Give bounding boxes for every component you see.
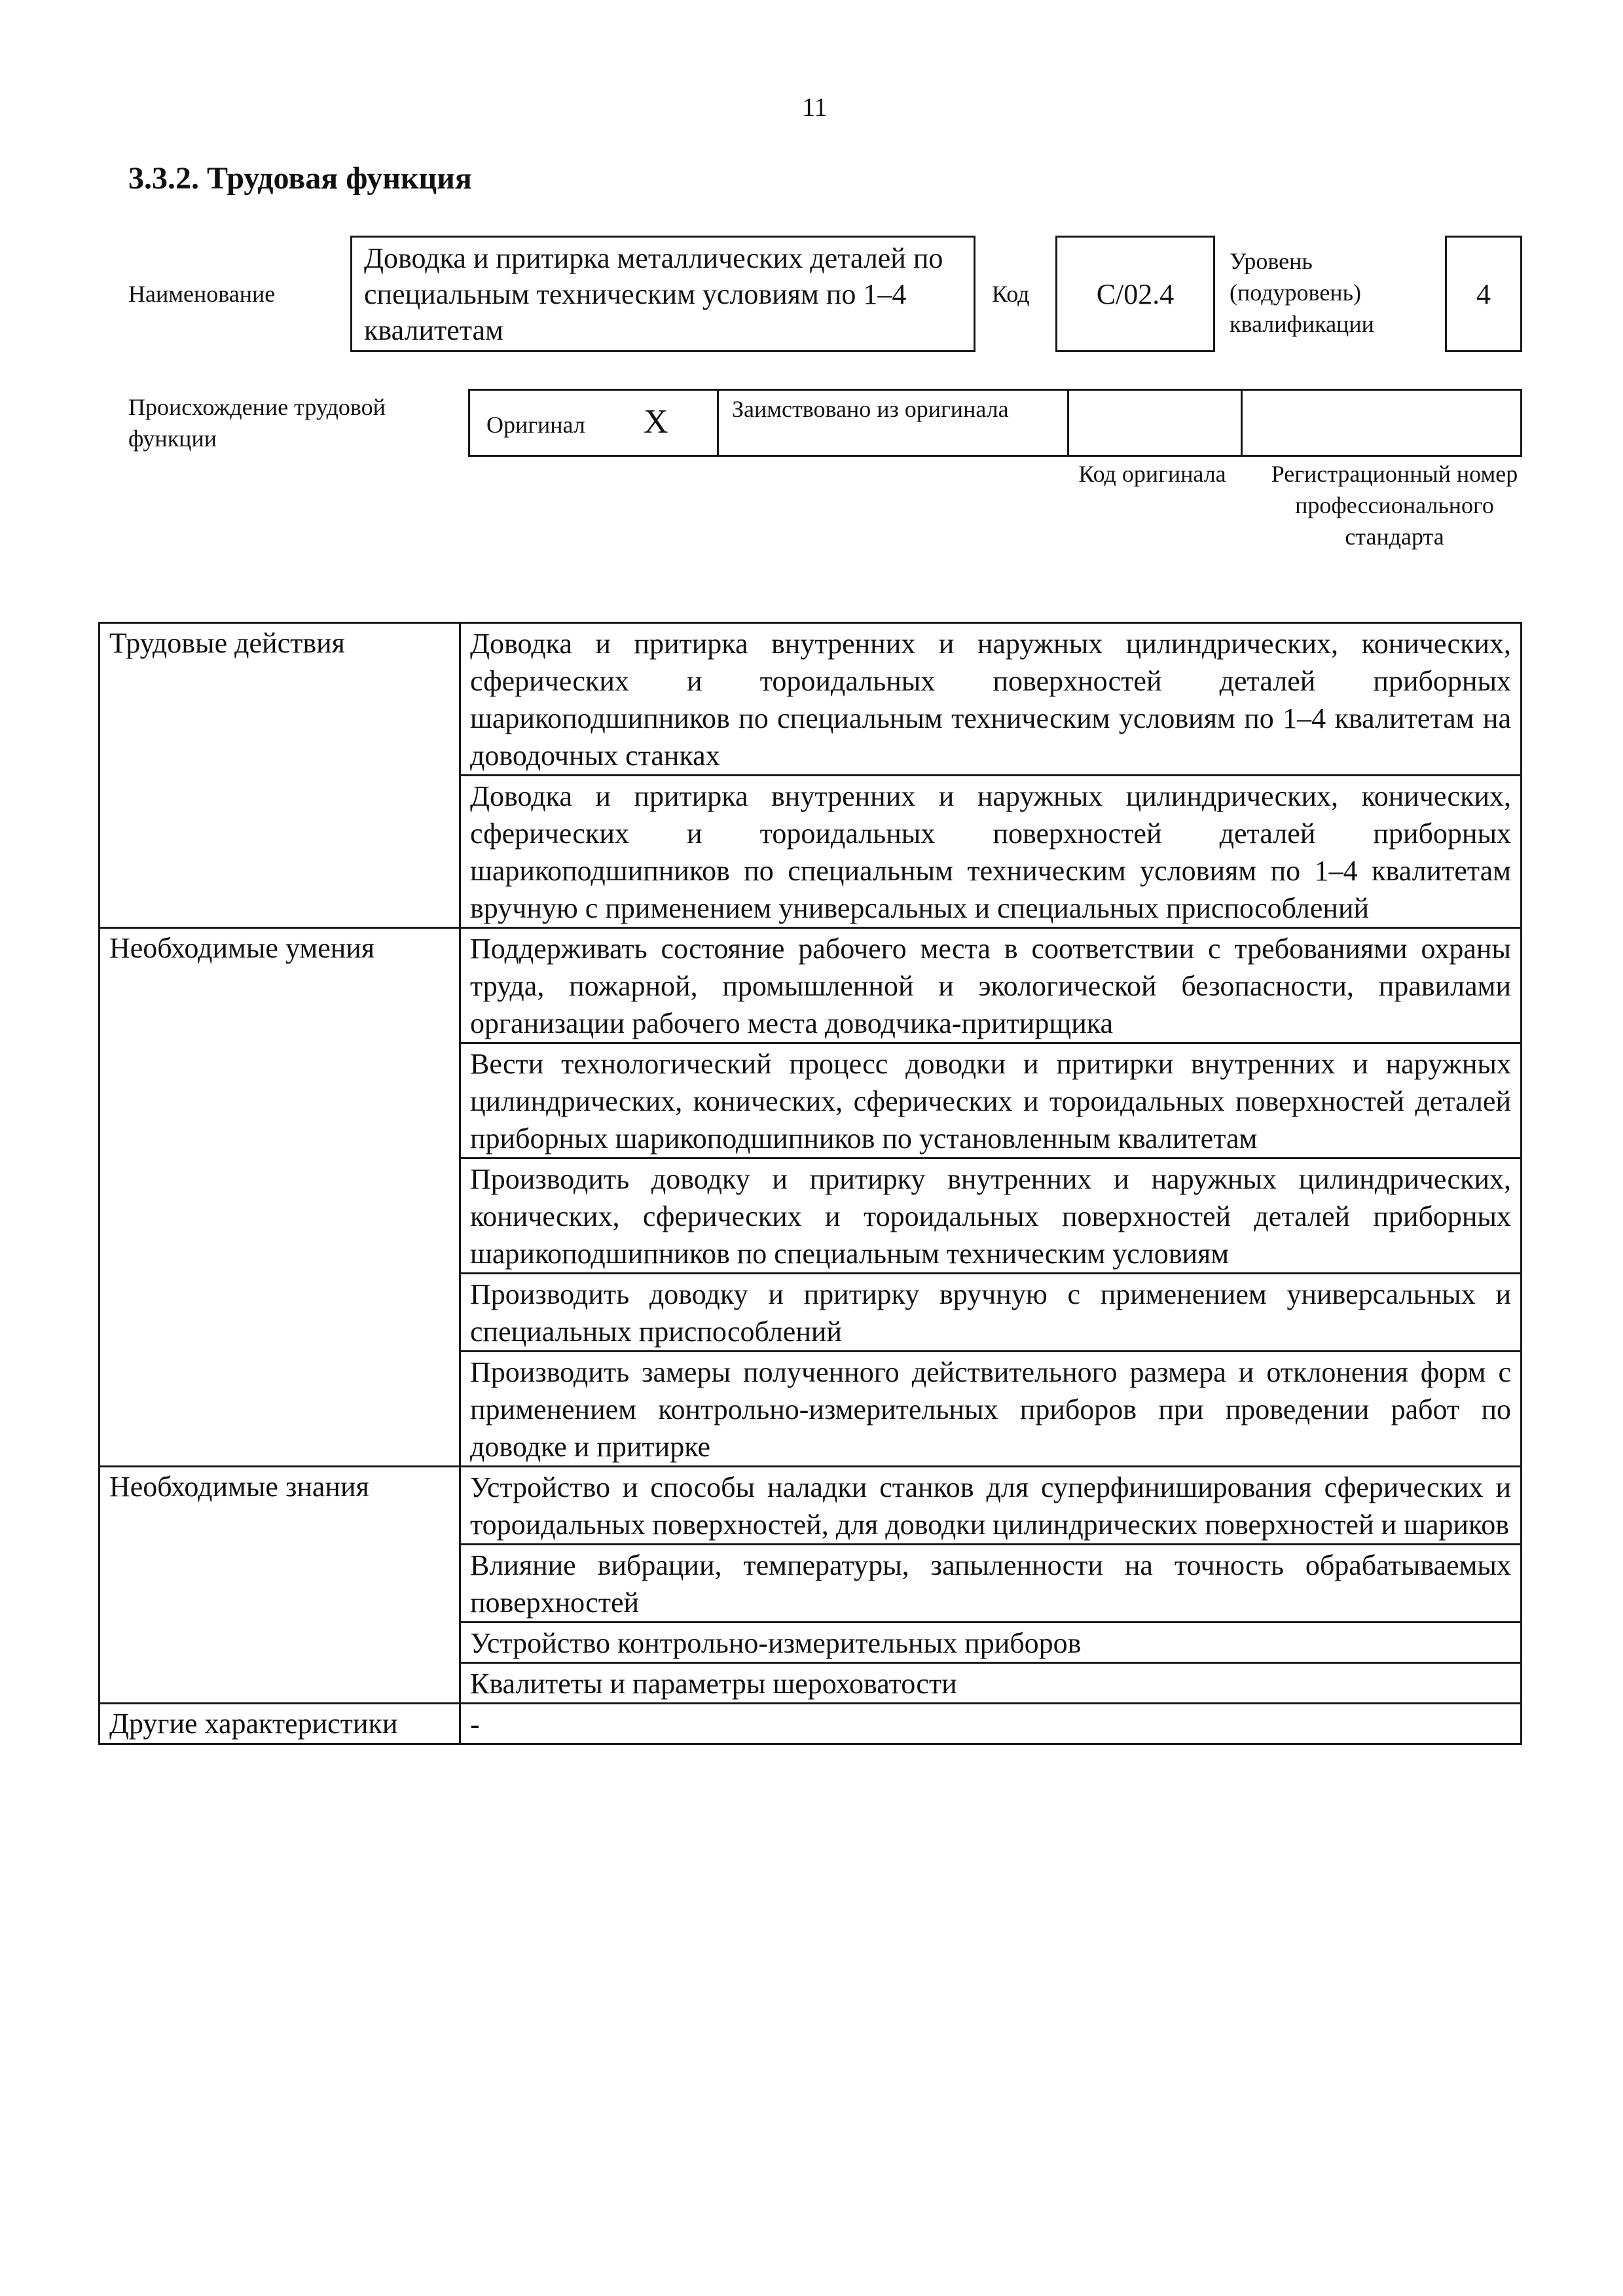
origin-borrowed-cell	[719, 391, 1069, 455]
borrowed-label: Заимствовано из оригинала	[732, 396, 1009, 422]
origin-code-cell	[1069, 391, 1243, 455]
table-row	[100, 623, 1522, 776]
code-value: C/02.4	[1055, 236, 1215, 352]
original-code-label: Код оригинала	[1078, 461, 1226, 487]
knowledge-item: Квалитеты и параметры шероховатости	[460, 1663, 1522, 1704]
labor-action-item: Доводка и притирка внутренних и наружных цилиндрических, конических, сферических и тороидальных поверхностей деталей приборных шарикоподшипников по специальным техническим условиям по 1–4 квалитетам на доводочных станках	[460, 623, 1522, 776]
skill-item: Вести технологический процесс доводки и притирки внутренних и наружных цилиндрических, конических, сферических и тороидальных поверхностей деталей приборных шарикоподшипников по установленным квалитетам	[460, 1043, 1522, 1158]
level-value: 4	[1445, 236, 1522, 352]
knowledge-item: Устройство контрольно-измерительных приборов	[460, 1623, 1522, 1663]
labor-function-table	[98, 622, 1522, 1745]
section-title: 3.3.2. Трудовая функция	[128, 161, 472, 196]
required-knowledge-label: Необходимые знания	[100, 1467, 460, 1704]
name-value: Доводка и притирка металлических деталей по специальным техническим условиям по 1–4 квалитетам	[364, 242, 943, 346]
skill-item: Производить доводку и притирку вручную с применением универсальных и специальных приспособлений	[460, 1274, 1522, 1352]
original-label: Оригинал	[486, 412, 585, 438]
origin-row	[468, 389, 1522, 457]
name-label: Наименование	[128, 281, 276, 307]
original-mark: X	[644, 403, 668, 440]
other-characteristics-value: -	[460, 1704, 1522, 1744]
required-skills-label: Необходимые умения	[100, 928, 460, 1467]
other-characteristics-label: Другие характеристики	[100, 1704, 460, 1744]
knowledge-item: Влияние вибрации, температуры, запыленности на точность обрабатываемых поверхностей	[460, 1545, 1522, 1623]
table-row	[100, 928, 1522, 1043]
labor-action-item: Доводка и притирка внутренних и наружных цилиндрических, конических, сферических и тороидальных поверхностей деталей приборных шарикоподшипников по специальным техническим условиям по 1–4 квалитетам вручную с применением универсальных и специальных приспособлений	[460, 776, 1522, 928]
page-number: 11	[802, 92, 828, 122]
level-label: Уровень (подуровень) квалификации	[1230, 248, 1374, 337]
skill-item: Производить доводку и притирку внутренних и наружных цилиндрических, конических, сферических и тороидальных поверхностей деталей приборных шарикоподшипников по специальным техническим условиям	[460, 1158, 1522, 1274]
labor-actions-label: Трудовые действия	[100, 623, 460, 928]
skill-item: Производить замеры полученного действительного размера и отклонения форм с применением контрольно-измерительных приборов при проведении работ по доводке и притирке	[460, 1352, 1522, 1467]
origin-label: Происхождение трудовой функции	[128, 394, 386, 452]
code-label: Код	[992, 281, 1030, 307]
table-row	[100, 1704, 1522, 1744]
origin-reg-number-cell	[1243, 391, 1524, 455]
origin-original-cell	[470, 391, 719, 455]
reg-number-label: Регистрационный номер профессионального стандарта	[1271, 461, 1518, 550]
table-row	[100, 1467, 1522, 1545]
name-value-box	[350, 236, 976, 352]
knowledge-item: Устройство и способы наладки станков для суперфиниширования сферических и тороидальных поверхностей, для доводки цилиндрических поверхностей и шариков	[460, 1467, 1522, 1545]
skill-item: Поддерживать состояние рабочего места в соответствии с требованиями охраны труда, пожарной, промышленной и экологической безопасности, правилами организации рабочего места доводчика-притирщика	[460, 928, 1522, 1043]
